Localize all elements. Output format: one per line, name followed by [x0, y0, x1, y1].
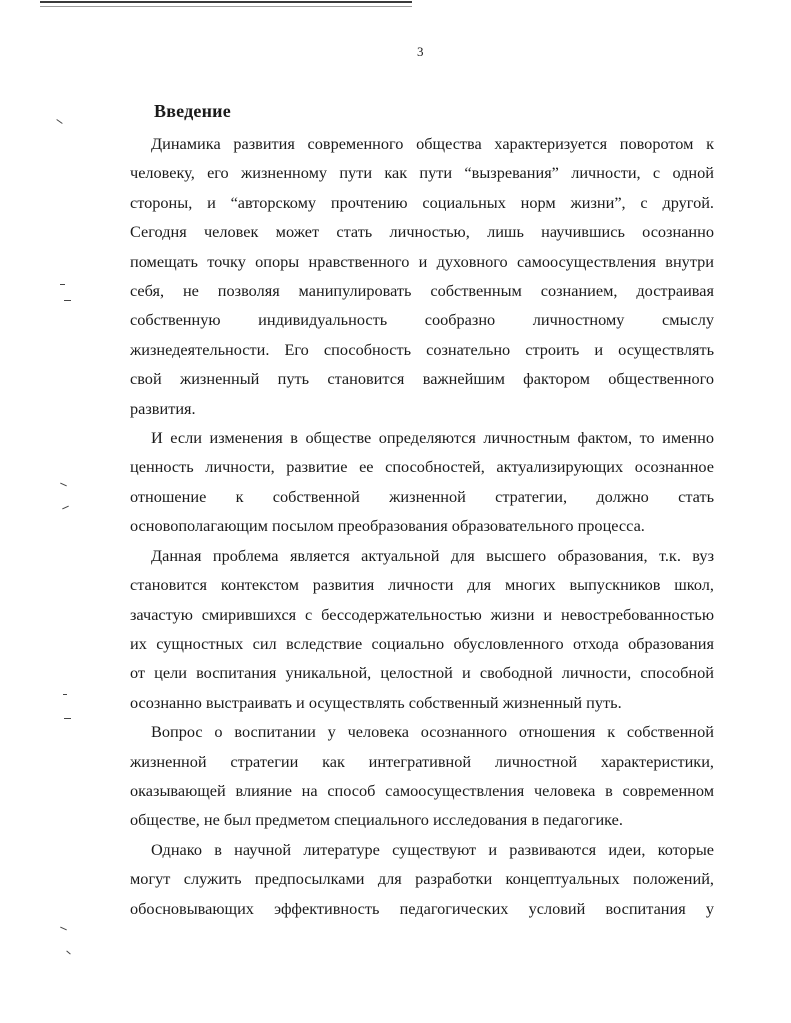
text-line: жизнедеятельности. Его способность сознательно строить и осуществлять — [130, 339, 714, 359]
text-line: стороны, и “авторскому прочтению социальных норм жизни”, с другой. — [130, 192, 714, 212]
text-line: основополагающим посылом преобразования образовательного процесса. — [130, 516, 645, 536]
paragraph — [130, 717, 714, 835]
scan-mark — [62, 506, 69, 510]
paragraph — [130, 541, 714, 717]
paragraph — [130, 835, 714, 923]
scan-mark — [60, 927, 67, 931]
scan-mark — [60, 284, 65, 285]
scan-mark — [64, 718, 71, 719]
text-line: свой жизненный путь становится важнейшим фактором общественного — [130, 369, 714, 389]
text-line: И если изменения в обществе определяются личностным фактом, то именно — [151, 428, 714, 448]
scan-mark — [63, 694, 67, 695]
text-line: Данная проблема является актуальной для высшего образования, т.к. вуз — [151, 545, 714, 565]
text-line: обществе, не был предметом специального исследования в педагогике. — [130, 810, 623, 830]
scan-mark — [60, 483, 67, 487]
text-line: Однако в научной литературе существуют и развиваются идеи, которые — [151, 839, 714, 859]
text-line: Вопрос о воспитании у человека осознанного отношения к собственной — [151, 722, 714, 742]
text-line: осознанно выстраивать и осуществлять собственный жизненный путь. — [130, 692, 622, 712]
text-line: оказывающей влияние на способ самоосуществления человека в современном — [130, 780, 714, 800]
text-line: Динамика развития современного общества характеризуется поворотом к — [151, 134, 714, 153]
scan-mark — [66, 951, 70, 955]
paragraph — [130, 129, 714, 423]
top-border-line — [40, 1, 412, 3]
body-text — [130, 129, 714, 923]
text-line: их сущностных сил вследствие социально обусловленного отхода образования — [130, 633, 714, 653]
text-line: ценность личности, развитие ее способностей, актуализирующих осознанное — [130, 457, 714, 477]
scan-mark — [56, 119, 62, 124]
text-line: могут служить предпосылками для разработки концептуальных положений, — [130, 869, 714, 889]
text-line: зачастую смирившихся с бессодержательностью жизни и невостребованностью — [130, 604, 714, 624]
text-line: от цели воспитания уникальной, целостной и свободной личности, способной — [130, 663, 714, 683]
text-line: себя, не позволяя манипулировать собственным сознанием, достраивая — [130, 281, 714, 301]
top-border-line-secondary — [40, 6, 412, 7]
text-line: становится контекстом развития личности для многих выпускников школ, — [130, 575, 714, 595]
text-line: человеку, его жизненному пути как пути “вызревания” личности, с одной — [130, 163, 714, 183]
section-heading: Введение — [154, 101, 231, 121]
scan-mark — [64, 300, 71, 301]
text-line: жизненной стратегии как интегративной личностной характеристики, — [130, 751, 714, 771]
paragraph — [130, 423, 714, 541]
page-number: 3 — [417, 44, 424, 59]
text-line: собственную индивидуальность сообразно личностному смыслу — [130, 310, 714, 330]
text-line: Сегодня человек может стать личностью, лишь научившись осознанно — [130, 222, 714, 242]
text-line: отношение к собственной жизненной стратегии, должно стать — [130, 486, 714, 506]
text-line: помещать точку опоры нравственного и духовного самоосуществления внутри — [130, 251, 714, 271]
text-line: обосновывающих эффективность педагогических условий воспитания у — [130, 898, 714, 918]
text-line: развития. — [130, 398, 196, 418]
